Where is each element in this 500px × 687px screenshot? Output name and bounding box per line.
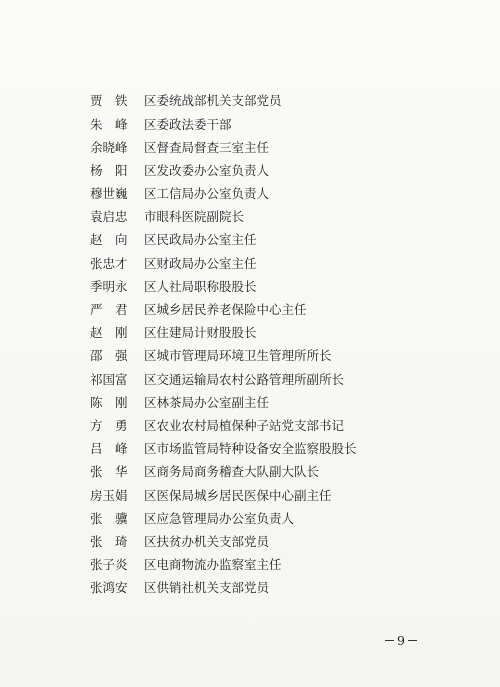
list-item	[90, 577, 430, 600]
person-name: 袁启忠	[90, 209, 128, 225]
person-title: 区应急管理局办公室负责人	[144, 510, 295, 526]
person-title: 区医保局城乡居民医保中心副主任	[144, 487, 332, 503]
person-name: 张子炎	[90, 557, 128, 573]
list-item	[90, 391, 430, 414]
list-item	[90, 229, 430, 252]
list-item	[90, 183, 430, 206]
person-name: 陈 刚	[90, 394, 128, 410]
page-number	[385, 633, 417, 648]
dash-left	[385, 640, 394, 641]
list-item	[90, 345, 430, 368]
person-title: 区工信局办公室负责人	[144, 186, 270, 202]
person-name: 余晓峰	[90, 139, 128, 155]
person-name: 吕 峰	[90, 441, 128, 457]
person-name: 方 勇	[90, 417, 128, 433]
personnel-list	[90, 90, 430, 600]
list-item	[90, 160, 430, 183]
person-title: 区交通运输局农村公路管理所副所长	[144, 371, 345, 387]
list-item	[90, 299, 430, 322]
list-item	[90, 322, 430, 345]
person-name: 邵 强	[90, 348, 128, 364]
list-item	[90, 113, 430, 136]
person-title: 区林茶局办公室副主任	[144, 394, 270, 410]
person-title: 区农业农村局植保种子站党支部书记	[144, 417, 345, 433]
list-item	[90, 252, 430, 275]
person-name: 朱 峰	[90, 116, 128, 132]
person-title: 区督查局督查三室主任	[144, 139, 270, 155]
person-title: 市眼科医院副院长	[144, 209, 245, 225]
person-name: 穆世巍	[90, 186, 128, 202]
person-name: 房玉娟	[90, 487, 128, 503]
person-title: 区城市管理局环境卫生管理所所长	[144, 348, 332, 364]
person-name: 祁国富	[90, 371, 128, 387]
list-item	[90, 136, 430, 159]
dash-right	[408, 640, 417, 641]
list-item	[90, 415, 430, 438]
person-name: 张 琦	[90, 533, 128, 549]
list-item	[90, 90, 430, 113]
person-name: 赵 向	[90, 232, 128, 248]
person-title: 区住建局计财股股长	[144, 325, 257, 341]
person-title: 区委统战部机关支部党员	[144, 93, 282, 109]
list-item	[90, 484, 430, 507]
person-title: 区财政局办公室主任	[144, 255, 257, 271]
list-item	[90, 368, 430, 391]
person-title: 区扶贫办机关支部党员	[144, 533, 270, 549]
list-item	[90, 438, 430, 461]
person-title: 区供销社机关支部党员	[144, 580, 270, 596]
person-name: 张 华	[90, 464, 128, 480]
person-name: 张鸿安	[90, 580, 128, 596]
person-title: 区商务局商务稽查大队副大队长	[144, 464, 320, 480]
person-title: 区委政法委干部	[144, 116, 232, 132]
person-title: 区人社局职称股股长	[144, 278, 257, 294]
person-title: 区发改委办公室负责人	[144, 162, 270, 178]
list-item	[90, 507, 430, 530]
list-item	[90, 531, 430, 554]
person-title: 区民政局办公室主任	[144, 232, 257, 248]
person-title: 区市场监管局特种设备安全监察股股长	[144, 441, 357, 457]
list-item	[90, 554, 430, 577]
person-name: 季明永	[90, 278, 128, 294]
person-name: 严 君	[90, 302, 128, 318]
person-name: 贾 铁	[90, 93, 128, 109]
page-number-value: 9	[397, 633, 405, 648]
list-item	[90, 276, 430, 299]
list-item	[90, 206, 430, 229]
person-title: 区城乡居民养老保险中心主任	[144, 302, 307, 318]
person-name: 赵 刚	[90, 325, 128, 341]
list-item	[90, 461, 430, 484]
person-name: 杨 阳	[90, 162, 128, 178]
person-title: 区电商物流办监察室主任	[144, 557, 282, 573]
person-name: 张 骥	[90, 510, 128, 526]
person-name: 张忠才	[90, 255, 128, 271]
